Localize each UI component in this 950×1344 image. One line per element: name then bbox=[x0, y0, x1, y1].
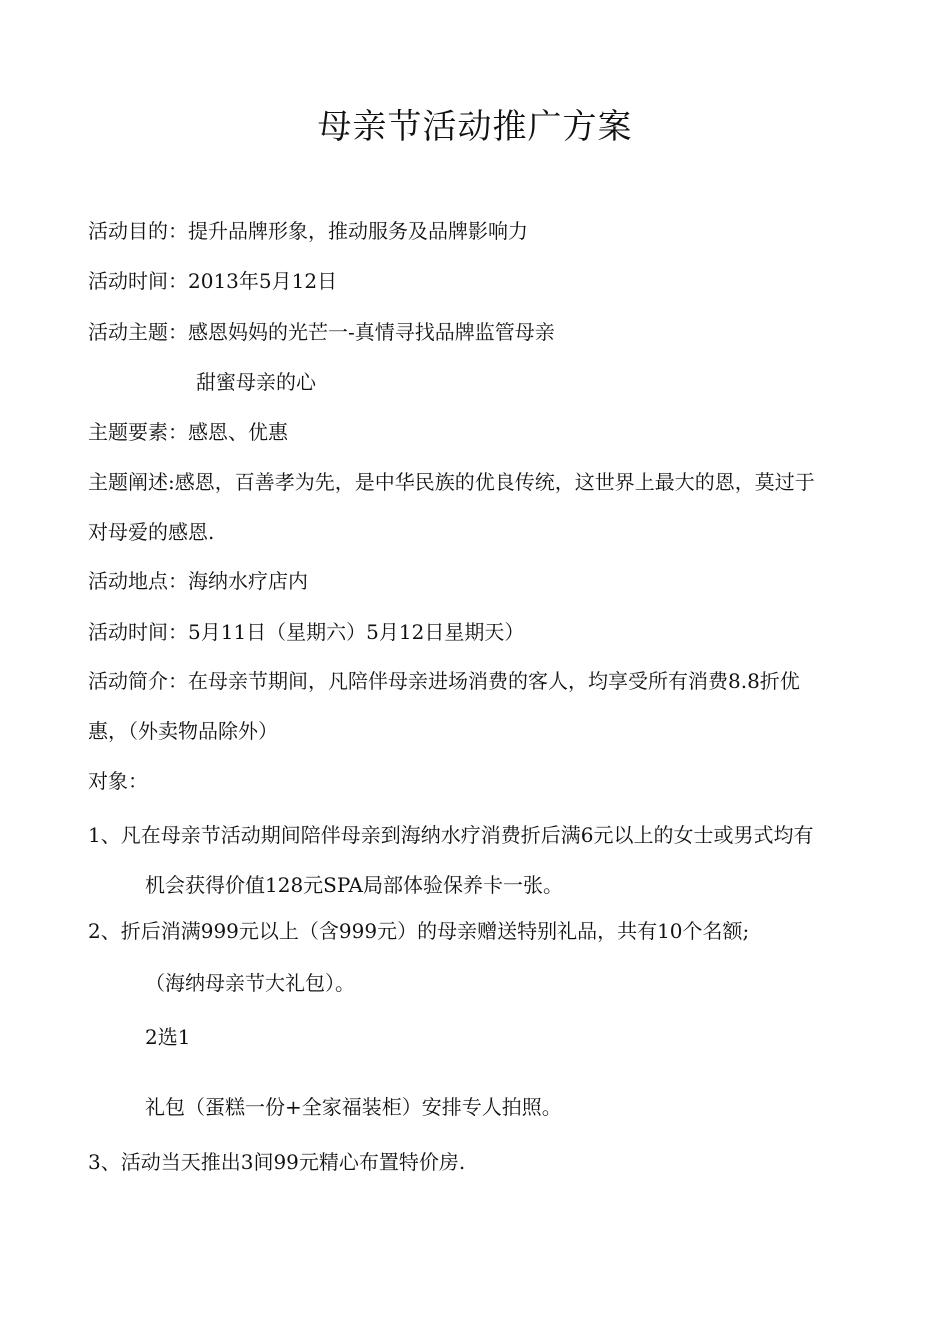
theme-continuation: 甜蜜母亲的心 bbox=[196, 370, 316, 394]
intro-line-1: 活动简介：在母亲节期间，凡陪伴母亲进场消费的客人，均享受所有消费8.8折优 bbox=[88, 669, 800, 693]
intro-line-2: 惠，（外卖物品除外） bbox=[88, 719, 278, 743]
item-2-gift: 礼包（蛋糕一份+全家福装柜）安排专人拍照。 bbox=[145, 1095, 562, 1119]
item-1-line-1: 1、凡在母亲节活动期间陪伴母亲到海纳水疗消费折后满6元以上的女士或男式均有 bbox=[88, 823, 814, 847]
location-line: 活动地点：海纳水疗店内 bbox=[88, 569, 308, 593]
item-3-line: 3、活动当天推出3间99元精心布置特价房. bbox=[88, 1150, 466, 1174]
time-line: 活动时间：2013年5月12日 bbox=[88, 269, 338, 293]
item-2-line-2: （海纳母亲节大礼包）。 bbox=[145, 971, 355, 995]
purpose-line: 活动目的：提升品牌形象，推动服务及品牌影响力 bbox=[88, 219, 528, 243]
item-2-choice: 2选1 bbox=[145, 1025, 191, 1049]
elements-line: 主题要素：感恩、优惠 bbox=[88, 420, 288, 444]
theme-line: 活动主题：感恩妈妈的光芒一-真情寻找品牌监管母亲 bbox=[88, 320, 555, 344]
item-2-line-1: 2、折后消满999元以上（含999元）的母亲赠送特别礼品，共有10个名额; bbox=[88, 919, 750, 943]
target-label: 对象： bbox=[88, 769, 148, 793]
item-1-line-2: 机会获得价值128元SPA局部体验保养卡一张。 bbox=[145, 873, 563, 897]
description-line-2: 对母爱的感恩. bbox=[88, 520, 215, 544]
description-line-1: 主题阐述:感恩，百善孝为先，是中华民族的优良传统，这世界上最大的恩，莫过于 bbox=[88, 470, 815, 494]
document-title: 母亲节活动推广方案 bbox=[317, 107, 633, 147]
time-range-line: 活动时间：5月11日（星期六）5月12日星期天） bbox=[88, 620, 525, 644]
